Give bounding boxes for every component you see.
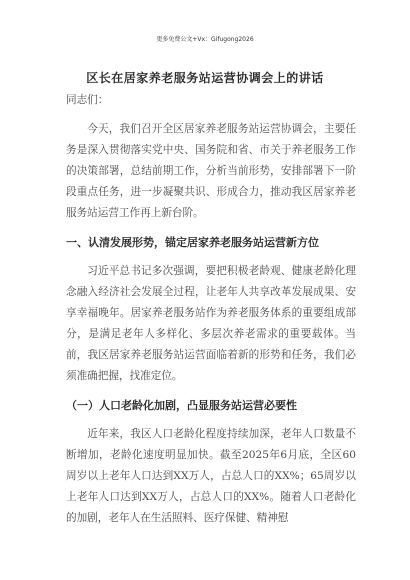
subsection-1-heading: （一）人口老龄化加剧，凸显服务站运营必要性: [66, 399, 297, 412]
subsection-1-paragraph: 近年来，我区人口老龄化程度持续加深，老年人口数量不断增加，老龄化速度明显加快。截至2025年6月底，全区60周岁以上老年人口达到XX万人，占总人口的XX%；65周岁以上老年人口达到XX万人，占总人口的XX%。随着人口老龄化的加剧，老年人在生活照料、医疗保健、精神慰: [66, 428, 356, 524]
section-1-paragraph: 习近平总书记多次强调，要把积极老龄观、健康老龄化理念融入经济社会发展全过程，让老年人共享改革发展成果、安享幸福晚年。居家养老服务站作为养老服务体系的重要组成部分，是满足老年人多样化、多层次养老需求的重要载体。当前，我区居家养老服务站运营面临着新的形势和任务，我们必须准确把握，找准定位。: [66, 265, 356, 382]
section-1-heading: 一、认清发展形势，锚定居家养老服务站运营新方位: [66, 236, 319, 249]
header-watermark: 更多免费公文+Vx：Gifugong2026: [156, 36, 254, 43]
document-body: [66, 90, 356, 537]
intro-paragraph: 今天，我们召开全区居家养老服务站运营协调会，主要任务是深入贯彻落实党中央、国务院和省、市关于养老服务工作的决策部署，总结前期工作，分析当前形势，安排部署下一阶段重点任务，进一步凝聚共识、形成合力，推动我区居家养老服务站运营工作再上新台阶。: [66, 123, 356, 219]
salutation: 同志们：: [66, 94, 109, 106]
document-title: 区长在居家养老服务站运营协调会上的讲话: [86, 71, 324, 85]
